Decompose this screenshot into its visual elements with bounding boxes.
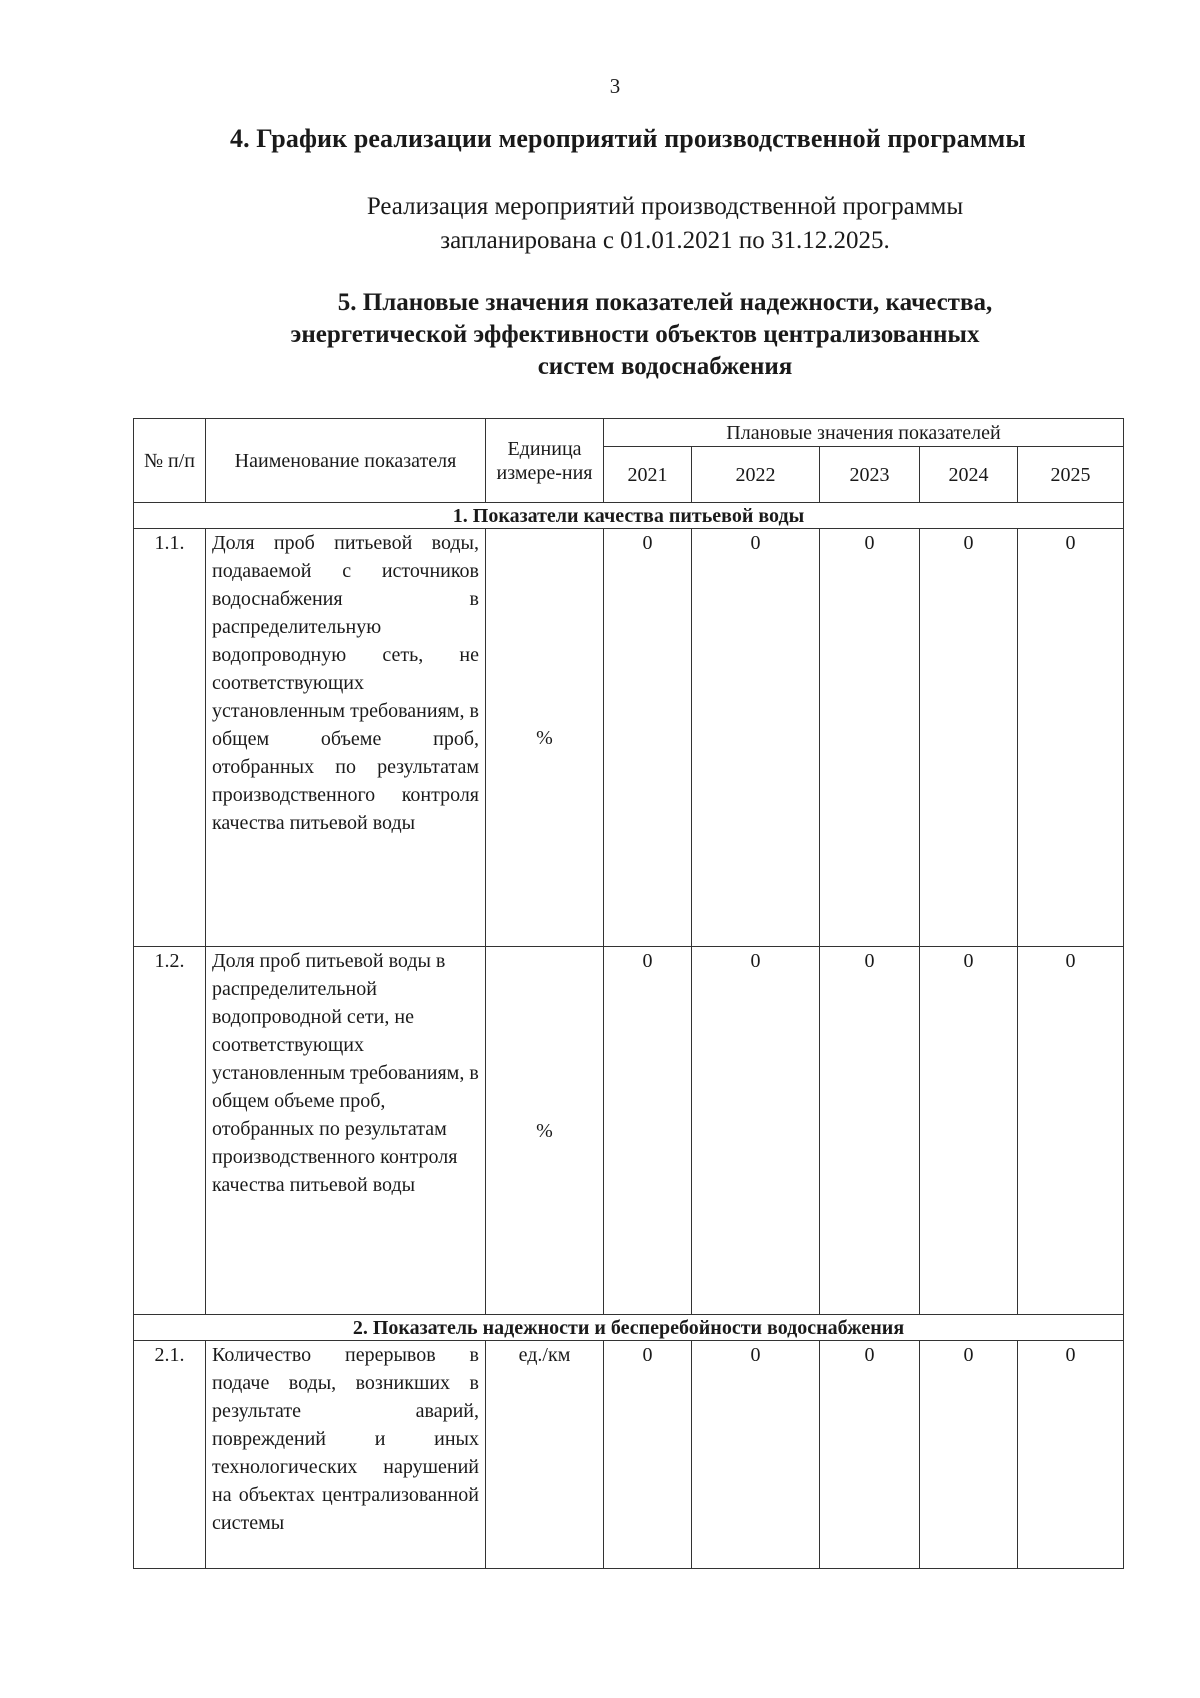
row-value: 0 [692, 529, 820, 947]
section-title: 1. Показатели качества питьевой воды [134, 503, 1124, 529]
section-5-heading-line-1: 5. Плановые значения показателей надежности, качества, [337, 289, 993, 316]
row-number: 2.1. [134, 1341, 206, 1569]
row-unit: ед./км [486, 1341, 604, 1569]
indicators-table [133, 418, 1124, 1569]
header-year: 2025 [1018, 447, 1124, 503]
header-year: 2022 [692, 447, 820, 503]
table-row [134, 529, 1124, 947]
row-number: 1.2. [134, 947, 206, 1315]
row-value: 0 [604, 529, 692, 947]
row-name: Доля проб питьевой воды в распределительной водопроводной сети, не соответствующих установленным требованиям, в общем объеме проб, отобранных по результатам производственного контроля качества питьевой воды [206, 947, 486, 1315]
row-value: 0 [1018, 529, 1124, 947]
table-row [134, 947, 1124, 1315]
section-5-heading [230, 287, 1100, 383]
header-number: № п/п [134, 419, 206, 503]
header-year: 2024 [920, 447, 1018, 503]
row-value: 0 [820, 947, 920, 1315]
page-number: 3 [609, 74, 621, 98]
row-number: 1.1. [134, 529, 206, 947]
row-value: 0 [692, 1341, 820, 1569]
row-value: 0 [692, 947, 820, 1315]
section-title: 2. Показатель надежности и бесперебойности водоснабжения [134, 1315, 1124, 1341]
section-5-heading-line-3: систем водоснабжения [537, 353, 793, 380]
row-unit: % [486, 947, 604, 1315]
header-year: 2023 [820, 447, 920, 503]
row-value: 0 [1018, 1341, 1124, 1569]
row-value: 0 [604, 1341, 692, 1569]
row-value: 0 [920, 1341, 1018, 1569]
header-year: 2021 [604, 447, 692, 503]
row-name: Доля проб питьевой воды, подаваемой с источников водоснабжения в распределительную водопроводную сеть, не соответствующих установленным требованиям, в общем объеме проб, отобранных по результатам производственного контроля качества питьевой воды [206, 529, 486, 947]
section-4-text [230, 190, 1100, 258]
table-row [134, 1341, 1124, 1569]
header-unit: Единица измере-ния [486, 419, 604, 503]
section-4-heading: 4. График реализации мероприятий производственной программы [230, 124, 1026, 153]
header-name: Наименование показателя [206, 419, 486, 503]
row-value: 0 [604, 947, 692, 1315]
row-value: 0 [820, 529, 920, 947]
row-unit: % [486, 529, 604, 947]
row-value: 0 [1018, 947, 1124, 1315]
header-planned-values: Плановые значения показателей [604, 419, 1124, 447]
section-4-text-line-2: запланирована с 01.01.2021 по 31.12.2025. [440, 227, 890, 254]
section-4-text-line-1: Реализация мероприятий производственной программы [366, 193, 964, 220]
row-name: Количество перерывов в подаче воды, возникших в результате аварий, повреждений и иных технологических нарушений на объектах централизованной системы [206, 1341, 486, 1569]
section-5-heading-line-2: энергетической эффективности объектов централизованных [290, 321, 980, 348]
row-value: 0 [920, 529, 1018, 947]
row-value: 0 [820, 1341, 920, 1569]
row-value: 0 [920, 947, 1018, 1315]
